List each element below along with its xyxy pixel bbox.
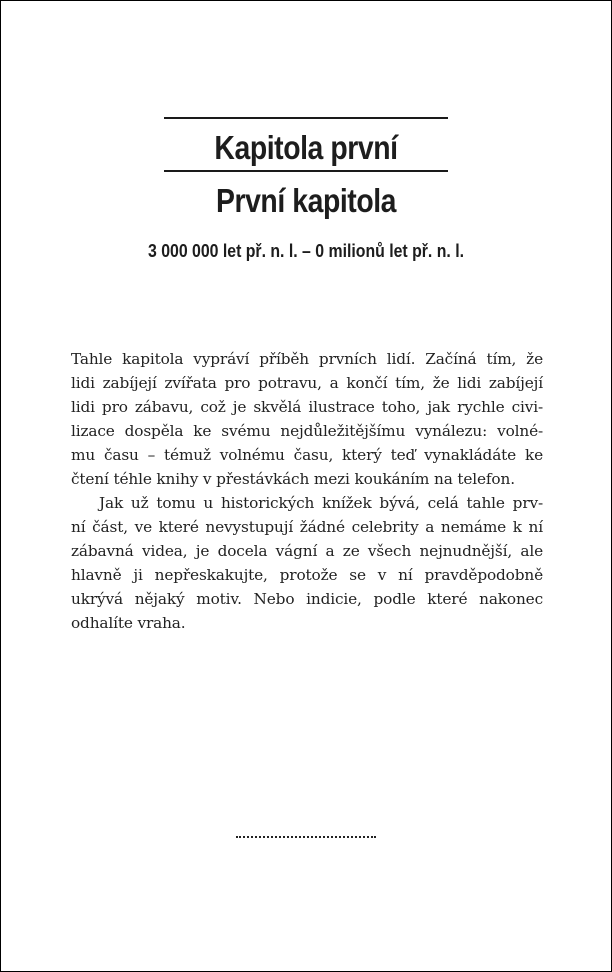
text-line: mu času – témuž volnému času, který teď vynakládáte ke [71, 446, 543, 464]
text-line: Jak už tomu u historických knížek bývá, celá tahle prv- [99, 494, 543, 512]
text-line: lidi zabíjejí zvířata pro potravu, a končí tím, že lidi zabíjejí [71, 374, 543, 392]
dotted-separator [236, 836, 376, 838]
chapter-subtitle: 3 000 000 let př. n. l. – 0 milionů let př. n. l. [147, 241, 465, 261]
text-line: Tahle kapitola vypráví příběh prvních lidí. Začíná tím, že [71, 350, 543, 368]
text-line: lizace dospěla ke svému nejdůležitějšímu vynálezu: volné- [71, 422, 543, 440]
chapter-title-line-1: Kapitola první [214, 129, 398, 166]
text-line: čtení téhle knihy v přestávkách mezi koukáním na telefon. [71, 470, 515, 488]
paragraph-2 [71, 491, 543, 635]
text-line: ní část, ve které nevystupují žádné celebrity a nemáme k ní [71, 518, 543, 536]
text-line: zábavná videa, je docela vágní a ze všech nejnudnější, ale [71, 542, 543, 560]
text-line: hlavně ji nepřeskakujte, protože se v ní pravděpodobně [71, 566, 543, 584]
text-line: lidi pro zábavu, což je skvělá ilustrace toho, jak rychle civi- [71, 398, 543, 416]
chapter-title-line-2: První kapitola [215, 182, 397, 219]
text-line: ukrývá nějaký motiv. Nebo indicie, podle které nakonec [71, 590, 543, 608]
paragraph-1 [71, 347, 543, 491]
text-line: odhalíte vraha. [71, 614, 186, 632]
chapter-body [71, 347, 543, 635]
middle-rule [164, 170, 448, 172]
top-rule [164, 117, 448, 119]
